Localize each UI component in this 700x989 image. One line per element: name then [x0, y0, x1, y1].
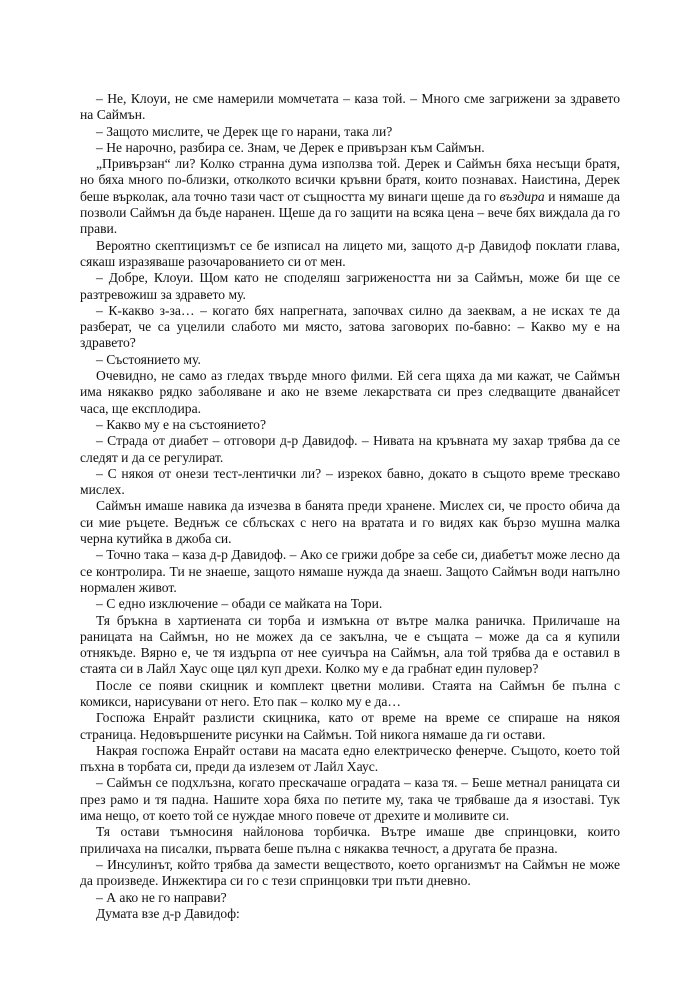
paragraph: Саймън имаше навика да изчезва в банята преди хранене. Мислех си, че просто обича да си мие ръцете. Веднъж се сблъсках с него на вратата и го видях как бързо мушна малка черна кутийка в джоба си.	[80, 498, 620, 547]
paragraph: – К-какво з-за… – когато бях напрегната, започвах силно да заеквам, а не исках те да разберат, че са уцелили слабото ми място, затова заговорих по-бавно: – Какво му е на здравето?	[80, 302, 620, 351]
paragraph: – Не, Клоуи, не сме намерили момчетата – каза той. – Много сме загрижени за здравето на Саймън.	[80, 91, 620, 123]
paragraph: Очевидно, не само аз гледах твърде много филми. Ей сега щяха да ми кажат, че Саймън има някакво рядко заболяване и ако не вземе лекарствата си през следващите дванайсет часа, ще експлодира.	[80, 368, 620, 416]
paragraph: После се появи скицник и комплект цветни моливи. Стаята на Саймън бе пълна с комикси, нарисувани от него. Ето пак – колко му е да…	[80, 677, 620, 709]
paragraph: – С едно изключение – обади се майката на Тори.	[96, 596, 383, 612]
paragraph: – С някоя от онези тест-лентички ли? – изрекох бавно, докато в същото време трескаво мислех.	[80, 465, 620, 498]
paragraph: – Инсулинът, който трябва да замести веществото, което организмът на Саймън не може да произведе. Инжектира си го с тези спринцовки три пъти дневно.	[80, 856, 620, 889]
paragraph: Тя остави тъмносиня найлонова торбичка. Вътре имаше две спринцовки, които приличаха на писалки, първата беше пълна с някаква течност, а другата бе празна.	[80, 824, 620, 856]
paragraph: Вероятно скептицизмът се бе изписал на лицето ми, защото д-р Давидоф поклати глава, сякаш изразяваше разочарованието си от мен.	[80, 237, 620, 269]
paragraph: – Добре, Клоуи. Щом като не споделяш загрижеността ни за Саймън, може би ще се разтревожиш за здравето му.	[80, 270, 620, 302]
paragraph: – Състоянието му.	[96, 351, 201, 367]
paragraph: – Не нарочно, разбира се. Знам, че Дерек е привързан към Саймън.	[96, 139, 485, 155]
document-page	[80, 91, 620, 922]
paragraph: – Страда от диабет – отговори д-р Давидоф. – Нивата на кръвната му захар трябва да се следят и да се регулират.	[80, 433, 620, 465]
paragraph: Накрая госпожа Енрайт остави на масата едно електрическо фенерче. Същото, което той пъхна в торбата си, преди да излезем от Лайл Хаус.	[80, 742, 620, 775]
paragraph: Думата взе д-р Давидоф:	[96, 905, 240, 921]
paragraph: – Защото мислите, че Дерек ще го нарани, така ли?	[96, 123, 393, 139]
paragraph: – Какво му е на състоянието?	[96, 416, 267, 432]
paragraph: – А ако не го направи?	[96, 889, 227, 905]
paragraph: „Привързан“ ли? Колко странна дума използва той. Дерек и Саймън бяха несъщи братя, но бяха много по-близки, отколкото всички кръвни братя, които познавах. Наистина, Дерек беше върколак, ала точно тази част от същността му винаги щеше да го въздира и нямаше да позволи Саймън да бъде наранен. Щеше да го защити на всяка цена – вече бях виждала да го прави.	[80, 156, 620, 237]
italic-word: въздира	[499, 188, 545, 204]
paragraph: – Точно така – каза д-р Давидоф. – Ако се грижи добре за себе си, диабетът може лесно да се контролира. Ти не знаеше, защото нямаше нужда да знаеш. Защото Саймън води напълно нормален живот.	[80, 547, 620, 595]
paragraph: Госпожа Енрайт разлисти скицника, като от време на време се спираше на някоя страница. Недовършените рисунки на Саймън. Той никога нямаше да ги остави.	[80, 710, 620, 742]
paragraph: Тя бръкна в хартиената си торба и измъкна от вътре малка раничка. Приличаше на раницата на Саймън, но не можех да се закълна, че е същата – може да са я купили отнякъде. Вярно е, че тя издърпа от нее суичъра на Саймън, ала той трябва да е оставил в стаята си в Лайл Хаус още цял куп дрехи. Колко му е да грабнат един пуловер?	[80, 612, 620, 677]
paragraph: – Саймън се подхлъзна, когато прескачаше оградата – каза тя. – Беше метнал раницата си през рамо и тя падна. Нашите хора бяха по петите му, така че трябваше да я изоставі. Тук има нещо, от което той се нуждае много повече от дрехите и моливите си.	[80, 775, 620, 824]
